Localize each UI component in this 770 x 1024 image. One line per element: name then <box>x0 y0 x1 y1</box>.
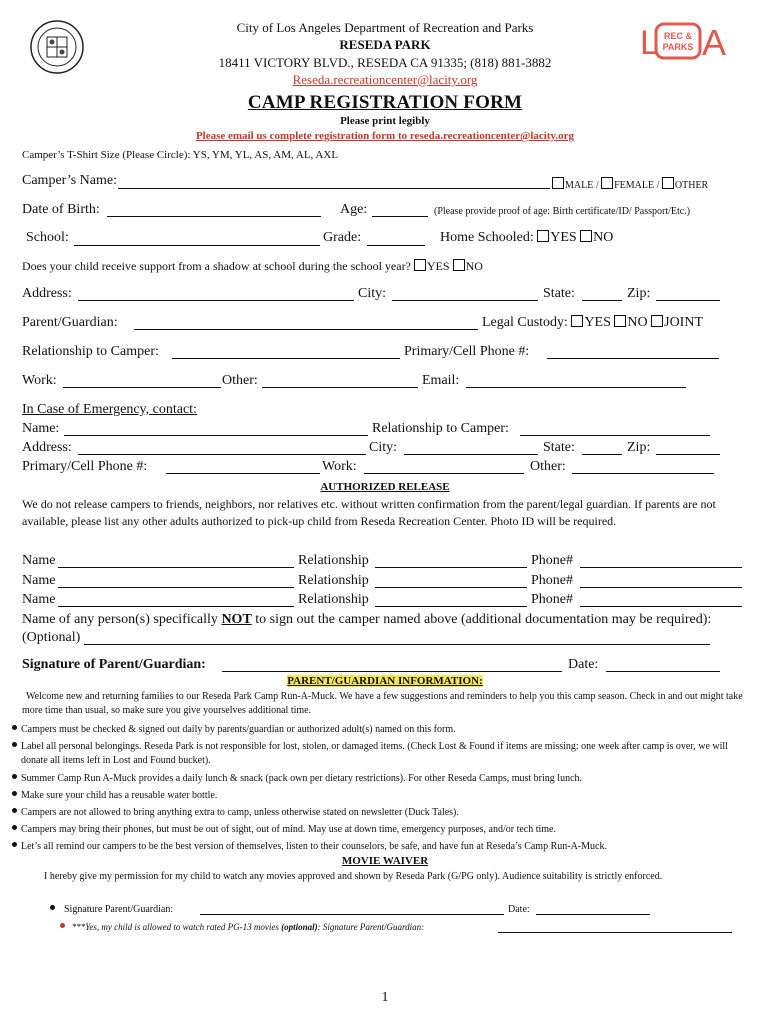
not-authorized-field[interactable] <box>84 644 710 645</box>
other-phone-label: Other: <box>222 373 258 388</box>
page-number: 1 <box>381 990 389 1005</box>
info-bullet-text-1: Campers must be checked & signed out daily by parents/guardian or authorized adult(s) named on this form. <box>21 724 456 735</box>
emergency-zip-label: Zip: <box>627 440 651 455</box>
logo-text-bottom: PARKS <box>662 42 694 52</box>
info-bullet-text-5: Campers are not allowed to bring anything extra to camp, unless otherwise stated on newsletter (Duck Tales). <box>21 807 459 818</box>
emergency-heading: In Case of Emergency, contact: <box>22 402 197 417</box>
bullet-dot <box>12 791 17 796</box>
bullet-dot <box>12 825 17 830</box>
release-name-label-2: Name <box>22 573 56 588</box>
print-note: Please print legibly <box>340 115 430 127</box>
logo-letter-a: A <box>702 22 727 60</box>
primary-phone-field[interactable] <box>547 358 719 359</box>
relationship-label: Relationship to Camper: <box>22 344 159 359</box>
camper-name-label: Camper’s Name: <box>22 173 117 188</box>
movie-signature-field[interactable] <box>200 914 504 915</box>
bullet-dot <box>12 842 17 847</box>
form-title: CAMP REGISTRATION FORM <box>247 92 523 113</box>
state-field[interactable] <box>582 300 622 301</box>
relationship-field[interactable] <box>172 358 400 359</box>
info-bullet-text-3: Summer Camp Run A-Muck provides a daily lunch & snack (pack own per dietary restrictions). For other Reseda Camps, must bring lunch. <box>21 773 583 784</box>
release-relationship-label-2: Relationship <box>298 573 369 588</box>
pg13-signature-field[interactable] <box>498 932 732 933</box>
emergency-other-field[interactable] <box>572 473 714 474</box>
grade-field[interactable] <box>367 245 425 246</box>
pg13-suffix: : Signature Parent/Guardian: <box>317 922 425 932</box>
emergency-work-field[interactable] <box>364 473 524 474</box>
emergency-address-label: Address: <box>22 440 72 455</box>
info-intro: Welcome new and returning families to our Reseda Park Camp Run-A-Muck. We have a few suggestions and reminders to help you this camp season. Check in and out might take more time than usual, so make sure you give yourselves additional time. <box>22 691 743 716</box>
release-phone-label-3: Phone# <box>531 592 573 607</box>
emergency-name-field[interactable] <box>64 435 368 436</box>
home-schooled-no-checkbox[interactable] <box>580 230 592 242</box>
release-heading: AUTHORIZED RELEASE <box>320 481 450 493</box>
not-authorized-word: NOT <box>221 612 252 627</box>
email-note-prefix: Please email us complete registration form to <box>195 130 410 142</box>
info-bullet-2 <box>12 740 751 768</box>
address-field[interactable] <box>78 300 354 301</box>
info-heading-text: PARENT/GUARDIAN INFORMATION: <box>287 675 483 687</box>
emergency-other-label: Other: <box>530 459 566 474</box>
email-note <box>0 130 770 142</box>
info-bullet-text-2: Label all personal belongings. Reseda Park is not responsible for lost, stolen, or damaged items. (Check Lost & Found if items are missing: one week after camp is over, we will donate all items left in Lost and Found bucket). <box>21 741 728 766</box>
emergency-state-label: State: <box>543 440 575 455</box>
shadow-yes-checkbox[interactable] <box>414 259 426 271</box>
email-field[interactable] <box>466 387 686 388</box>
info-bullet-6 <box>12 823 742 837</box>
release-phone-field-2[interactable] <box>580 587 742 588</box>
email-note-link[interactable]: reseda.recreationcenter@lacity.org <box>409 130 575 142</box>
movie-heading: MOVIE WAIVER <box>341 855 429 867</box>
release-relationship-label-1: Relationship <box>298 553 369 568</box>
shadow-no-checkbox[interactable] <box>453 259 465 271</box>
custody-no-checkbox[interactable] <box>614 315 626 327</box>
red-bullet-dot <box>60 923 65 928</box>
work-field[interactable] <box>63 387 221 388</box>
release-name-field-2[interactable] <box>58 587 294 588</box>
home-schooled-no-label: NO <box>593 230 614 245</box>
age-label: Age: <box>340 202 368 217</box>
work-label: Work: <box>22 373 57 388</box>
info-bullet-7 <box>12 840 742 854</box>
other-gender-label: OTHER <box>674 180 709 191</box>
release-relationship-field-1[interactable] <box>375 567 527 568</box>
custody-yes-checkbox[interactable] <box>571 315 583 327</box>
parent-field[interactable] <box>134 329 478 330</box>
male-label: MALE / <box>565 180 599 191</box>
home-schooled-group <box>440 230 613 246</box>
emergency-phone-field[interactable] <box>166 473 320 474</box>
optional-label: (Optional) <box>22 630 81 645</box>
camper-name-field[interactable] <box>118 188 550 189</box>
custody-joint-label: JOINT <box>664 315 704 330</box>
release-relationship-label-3: Relationship <box>298 592 369 607</box>
legal-custody-group <box>482 315 703 331</box>
release-phone-field-1[interactable] <box>580 567 742 568</box>
female-label: FEMALE / <box>614 180 660 191</box>
home-schooled-yes-label: YES <box>550 230 577 245</box>
grade-label: Grade: <box>323 230 362 245</box>
other-phone-field[interactable] <box>262 387 418 388</box>
info-bullet-text-6: Campers may bring their phones, but must be out of sight, out of mind. May use at down time, emergency purposes, and/or tech time. <box>21 824 556 835</box>
header-department: City of Los Angeles Department of Recreation and Parks <box>236 20 534 35</box>
primary-phone-label: Primary/Cell Phone #: <box>404 344 530 359</box>
release-text: We do not release campers to friends, neighbors, nor relatives etc. without written confirmation from the parent/legal guardian. If parents are not available, please list any other adults authorized to pick-up child from Reseda Recreation Center. Photo ID will be required. <box>22 497 716 528</box>
emergency-city-field[interactable] <box>404 454 538 455</box>
shadow-no-label: NO <box>465 259 483 273</box>
dob-label: Date of Birth: <box>22 202 100 217</box>
parent-signature-date-field[interactable] <box>606 671 720 672</box>
movie-date-field[interactable] <box>536 914 650 915</box>
parent-signature-field[interactable] <box>222 671 562 672</box>
emergency-state-field[interactable] <box>582 454 622 455</box>
emergency-city-label: City: <box>369 440 398 455</box>
bullet-dot <box>50 905 55 910</box>
shadow-question-group <box>22 259 483 274</box>
address-label: Address: <box>22 286 72 301</box>
movie-text: I hereby give my permission for my child to watch any movies approved and shown by Reseda Park (G/PG only). Audience suitability is strictly enforced. <box>44 871 663 882</box>
release-phone-label-1: Phone# <box>531 553 573 568</box>
release-name-field-1[interactable] <box>58 567 294 568</box>
info-bullet-4 <box>12 789 742 803</box>
shadow-yes-label: YES <box>426 259 450 273</box>
release-phone-label-2: Phone# <box>531 573 573 588</box>
pg13-line <box>60 922 424 932</box>
bullet-dot <box>12 742 17 747</box>
male-checkbox[interactable] <box>552 177 564 189</box>
emergency-address-field[interactable] <box>78 454 366 455</box>
home-schooled-yes-checkbox[interactable] <box>537 230 549 242</box>
pg13-prefix: ***Yes, my child is allowed to watch rated PG-13 movies <box>71 922 282 932</box>
school-label: School: <box>26 230 69 245</box>
city-label: City: <box>358 286 387 301</box>
city-field[interactable] <box>392 300 538 301</box>
emergency-relationship-label: Relationship to Camper: <box>372 421 509 436</box>
age-field[interactable] <box>372 216 428 217</box>
parent-label: Parent/Guardian: <box>22 315 118 330</box>
release-relationship-field-3[interactable] <box>375 606 527 607</box>
emergency-phone-label: Primary/Cell Phone #: <box>22 459 148 474</box>
custody-no-label: NO <box>627 315 648 330</box>
female-checkbox[interactable] <box>601 177 613 189</box>
emergency-work-label: Work: <box>322 459 357 474</box>
pg13-optional: (optional) <box>281 922 318 932</box>
release-name-label-3: Name <box>22 592 56 607</box>
dob-field[interactable] <box>107 216 321 217</box>
home-schooled-label: Home Schooled: <box>440 230 534 245</box>
email-label: Email: <box>422 373 460 388</box>
logo-letter-l: L <box>640 24 659 60</box>
zip-label: Zip: <box>627 286 651 301</box>
not-authorized-line <box>22 612 711 628</box>
info-bullet-text-4: Make sure your child has a reusable water bottle. <box>21 790 218 801</box>
tshirt-size-line: Camper’s T-Shirt Size (Please Circle): YS, YM, YL, AS, AM, AL, AXL <box>22 149 339 161</box>
not-authorized-prefix: Name of any person(s) specifically <box>22 612 222 627</box>
bullet-dot <box>12 808 17 813</box>
other-gender-checkbox[interactable] <box>662 177 674 189</box>
release-relationship-field-2[interactable] <box>375 587 527 588</box>
shadow-question: Does your child receive support from a shadow at school during the school year? <box>22 259 411 273</box>
movie-date-label: Date: <box>508 904 530 915</box>
header-park-name: RESEDA PARK <box>339 37 431 52</box>
emergency-zip-field[interactable] <box>656 454 720 455</box>
release-phone-field-3[interactable] <box>580 606 742 607</box>
zip-field[interactable] <box>656 300 720 301</box>
bullet-dot <box>12 774 17 779</box>
info-bullet-1 <box>12 723 742 737</box>
movie-signature-line <box>50 903 173 917</box>
info-heading <box>0 675 770 687</box>
emergency-name-label: Name: <box>22 421 60 436</box>
release-name-field-3[interactable] <box>58 606 294 607</box>
not-authorized-suffix: to sign out the camper named above (additional documentation may be required): <box>251 612 712 627</box>
emergency-relationship-field[interactable] <box>520 435 710 436</box>
logo-text-top: REC & <box>663 31 693 41</box>
header-address: 18411 VICTORY BLVD., RESEDA CA 91335; (818) 881-3882 <box>218 55 552 70</box>
info-bullet-text-7: Let’s all remind our campers to be the best version of themselves, listen to their counselors, be safe, and have fun at Reseda’s Camp Run-A-Muck. <box>21 841 607 852</box>
custody-yes-label: YES <box>584 315 611 330</box>
age-proof-note: (Please provide proof of age: Birth certificate/ID/ Passport/Etc.) <box>434 206 691 217</box>
parent-signature-label: Signature of Parent/Guardian: <box>22 657 206 672</box>
legal-custody-label: Legal Custody: <box>482 315 568 330</box>
parent-signature-date-label: Date: <box>568 657 599 672</box>
info-bullet-5 <box>12 806 742 820</box>
state-label: State: <box>543 286 575 301</box>
custody-joint-checkbox[interactable] <box>651 315 663 327</box>
bullet-dot <box>12 725 17 730</box>
header-email-link[interactable]: Reseda.recreationcenter@lacity.org <box>292 72 478 87</box>
school-field[interactable] <box>74 245 320 246</box>
release-name-label-1: Name <box>22 553 56 568</box>
movie-signature-label: Signature Parent/Guardian: <box>64 904 174 915</box>
info-bullet-3 <box>12 772 742 786</box>
gender-options <box>552 177 708 191</box>
